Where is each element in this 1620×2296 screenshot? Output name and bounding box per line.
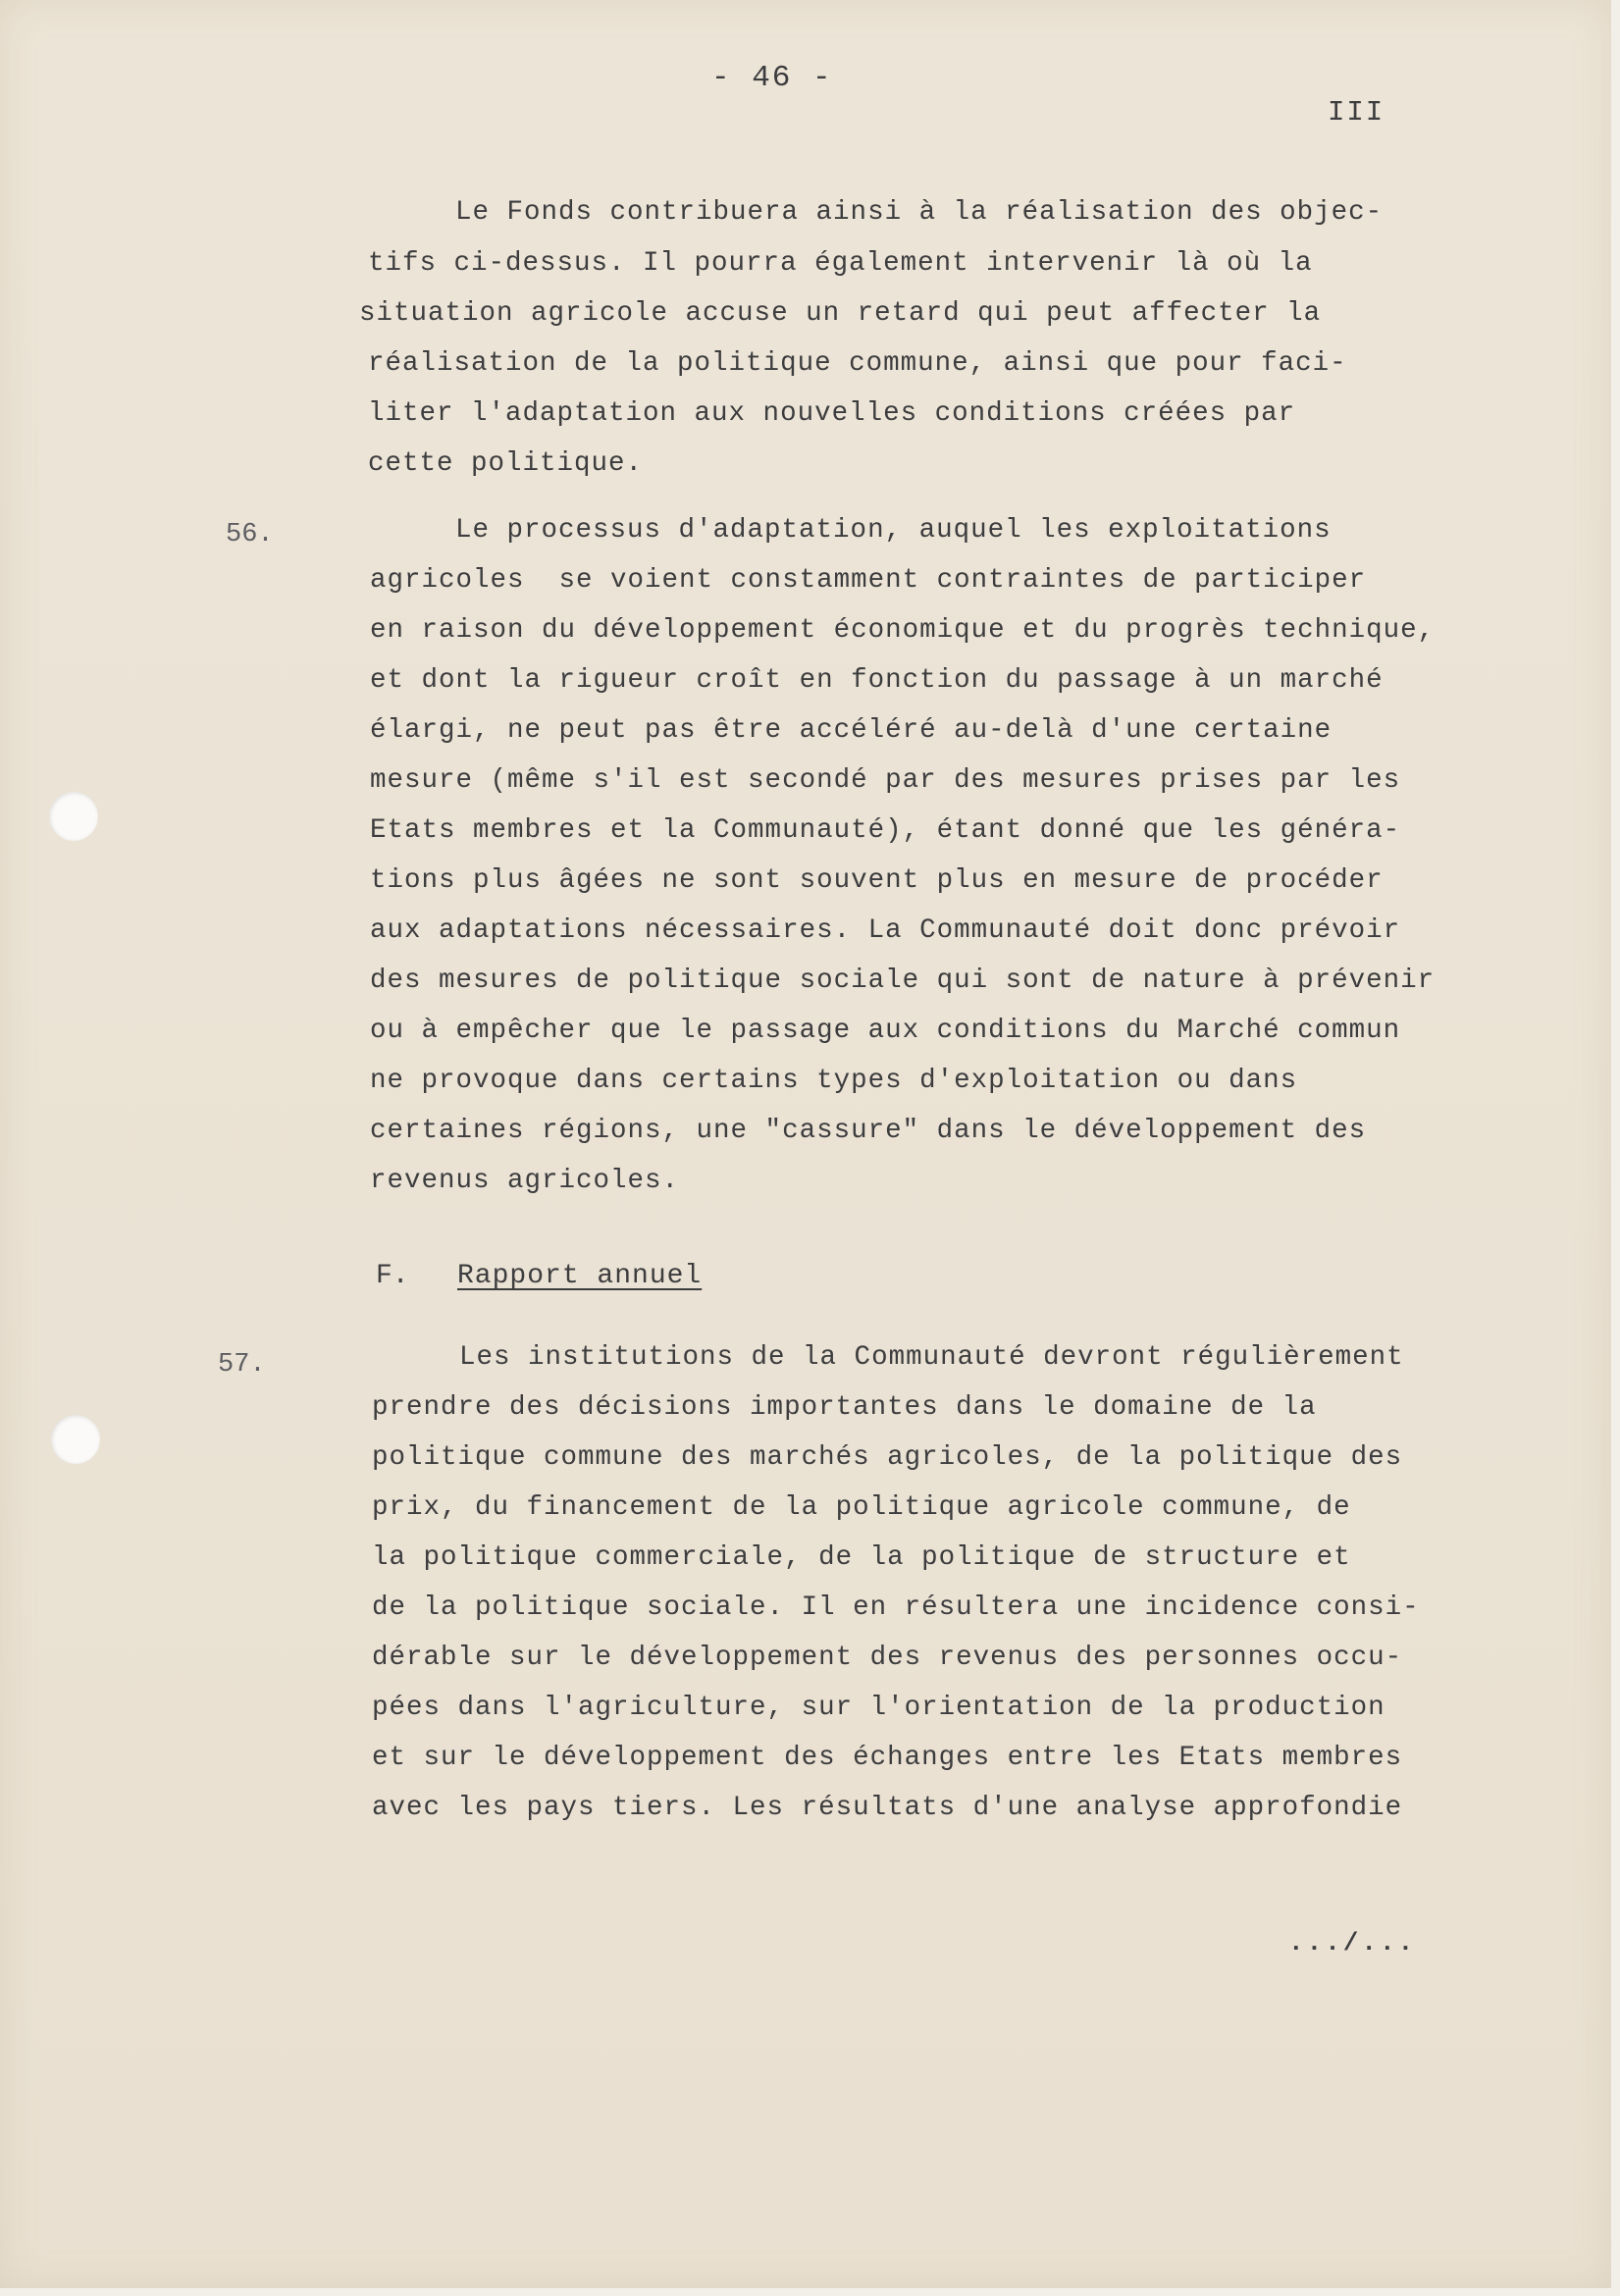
punch-hole-upper [49,792,98,841]
paragraph-number-57: 57. [218,1350,266,1380]
text-line: Le processus d'adaptation, auquel les exploitations [455,515,1332,546]
text-line: et dont la rigueur croît en fonction du passage à un marché [370,665,1384,696]
text-line: Le Fonds contribuera ainsi à la réalisation des objec- [455,197,1384,228]
text-line: Etats membres et la Communauté), étant donné que les généra- [370,815,1401,846]
text-line: Les institutions de la Communauté devront régulièrement [459,1342,1404,1373]
text-line: certaines régions, une "cassure" dans le développement des [370,1116,1367,1146]
text-line: aux adaptations nécessaires. La Communauté doit donc prévoir [370,915,1401,946]
text-line: élargi, ne peut pas être accéléré au-delà d'une certaine [370,715,1333,746]
text-line: situation agricole accuse un retard qui peut affecter la [359,298,1322,329]
text-line: dérable sur le développement des revenus des personnes occu- [372,1643,1403,1673]
text-line: pées dans l'agriculture, sur l'orientation de la production [372,1693,1385,1723]
section-title: Rapport annuel [457,1261,703,1291]
text-line: agricoles se voient constamment contraintes de participer [370,565,1367,596]
text-line: mesure (même s'il est secondé par des mesures prises par les [370,765,1401,796]
paragraph-number-56: 56. [226,520,274,549]
text-line: prendre des décisions importantes dans le domaine de la [372,1392,1317,1423]
annex-mark: III [1328,96,1385,129]
text-line: prix, du financement de la politique agricole commune, de [372,1492,1351,1523]
continuation-mark: .../... [1288,1928,1417,1957]
text-line: de la politique sociale. Il en résultera une incidence consi- [372,1592,1420,1623]
text-line: la politique commerciale, de la politique de structure et [372,1542,1351,1573]
text-line: cette politique. [368,448,644,479]
text-line: ne provoque dans certains types d'exploitation ou dans [370,1066,1298,1096]
page-edge-right [1611,0,1620,2296]
text-line: des mesures de politique sociale qui sont de nature à prévenir [370,965,1436,996]
page-number: - 46 - [711,61,833,95]
text-line: avec les pays tiers. Les résultats d'une analyse approfondie [372,1793,1403,1823]
text-line: revenus agricoles. [370,1166,680,1196]
text-line: ou à empêcher que le passage aux conditions du Marché commun [370,1016,1401,1046]
text-line: politique commune des marchés agricoles, de la politique des [372,1442,1403,1473]
text-line: tifs ci-dessus. Il pourra également intervenir là où la [368,248,1313,279]
text-line: tions plus âgées ne sont souvent plus en mesure de procéder [370,865,1384,896]
page-edge-bottom [0,2288,1620,2296]
punch-hole-lower [51,1415,100,1464]
text-line: et sur le développement des échanges entre les Etats membres [372,1743,1403,1773]
text-line: en raison du développement économique et du progrès technique, [370,615,1436,646]
section-letter: F. [376,1261,409,1291]
text-line: réalisation de la politique commune, ainsi que pour faci- [368,348,1347,379]
text-line: liter l'adaptation aux nouvelles conditions créées par [368,398,1296,429]
